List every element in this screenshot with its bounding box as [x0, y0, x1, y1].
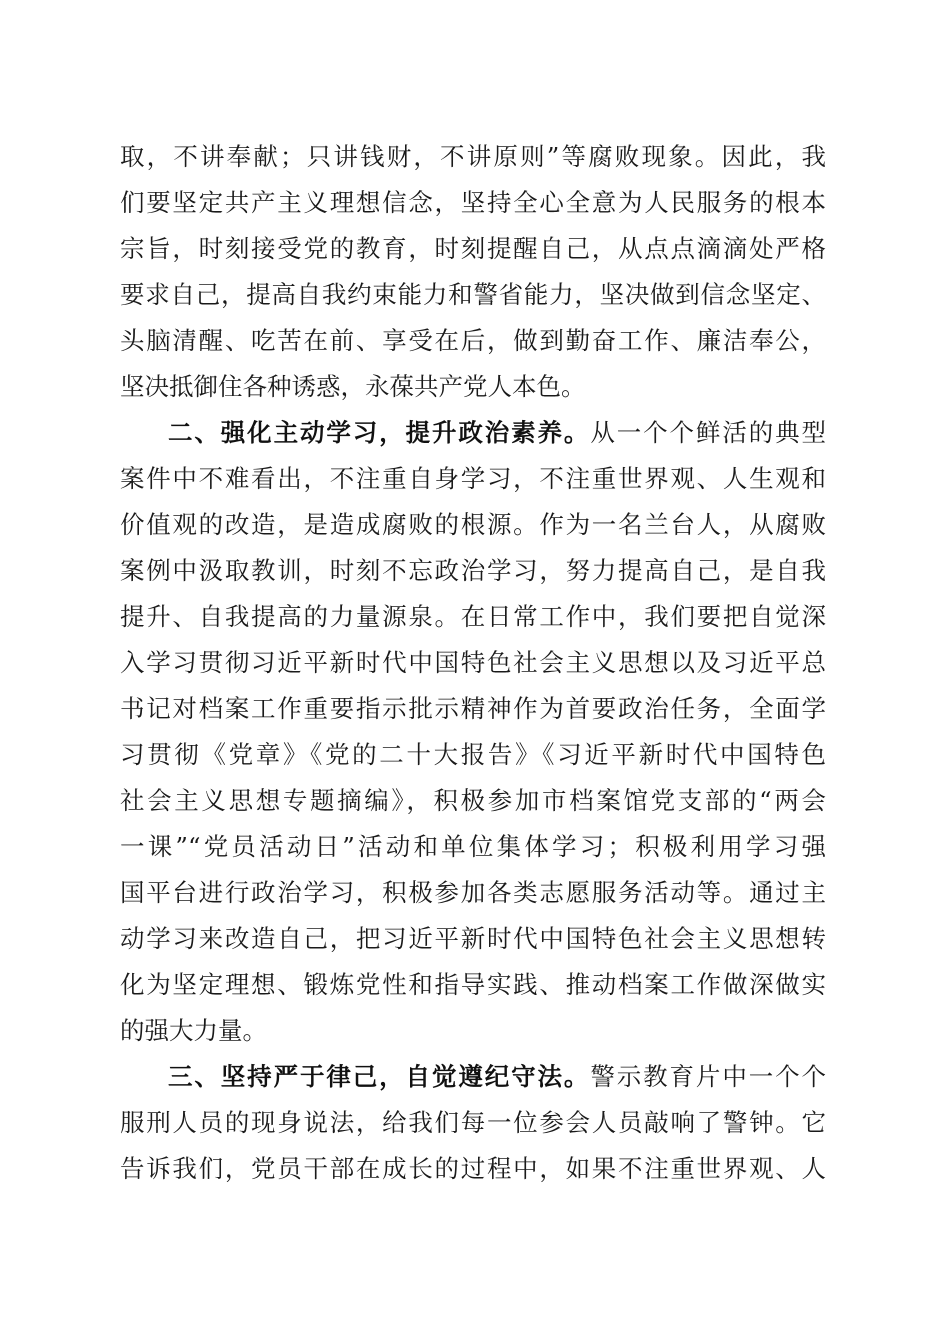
paragraph-2-line-8: 习贯彻《党章》《党的二十大报告》《习近平新时代中国特色 — [120, 740, 826, 769]
paragraph-2-first-line — [168, 411, 826, 455]
paragraph-2-line-6: 入学习贯彻习近平新时代中国特色社会主义思想以及习近平总 — [120, 648, 826, 677]
paragraph-3-first-line-rest: 警示教育片中一个个 — [590, 1062, 827, 1091]
paragraph-2-line-11: 国平台进行政治学习，积极参加各类志愿服务活动等。通过主 — [120, 878, 826, 907]
paragraph-1-line-3: 宗旨，时刻接受党的教育，时刻提醒自己，从点点滴滴处严格 — [120, 234, 826, 263]
paragraph-3-line-2: 服刑人员的现身说法，给我们每一位参会人员敲响了警钟。它 — [120, 1108, 826, 1137]
paragraph-1-line-5: 头脑清醒、吃苦在前、享受在后，做到勤奋工作、廉洁奉公， — [120, 326, 826, 355]
section-heading-3: 三、坚持严于律己，自觉遵纪守法。 — [168, 1062, 591, 1091]
paragraph-2-line-5: 提升、自我提高的力量源泉。在日常工作中，我们要把自觉深 — [120, 602, 826, 631]
paragraph-2-line-10: 一课”“党员活动日”活动和单位集体学习；积极利用学习强 — [120, 832, 826, 861]
paragraph-2-line-3: 价值观的改造，是造成腐败的根源。作为一名兰台人，从腐败 — [120, 510, 826, 539]
paragraph-1-line-2: 们要坚定共产主义理想信念，坚持全心全意为人民服务的根本 — [120, 188, 826, 217]
paragraph-3-line-3: 告诉我们，党员干部在成长的过程中，如果不注重世界观、人 — [120, 1154, 826, 1183]
section-heading-2: 二、强化主动学习，提升政治素养。 — [168, 418, 591, 447]
paragraph-2-line-2: 案件中不难看出，不注重自身学习，不注重世界观、人生观和 — [120, 464, 826, 493]
paragraph-2-line-14: 的强大力量。 — [120, 1016, 267, 1045]
paragraph-1-line-1: 取，不讲奉献；只讲钱财，不讲原则”等腐败现象。因此，我 — [120, 142, 826, 171]
paragraph-1-line-6: 坚决抵御住各种诱惑，永葆共产党人本色。 — [120, 372, 586, 401]
paragraph-2-line-7: 书记对档案工作重要指示批示精神作为首要政治任务，全面学 — [120, 694, 826, 723]
paragraph-2-line-9: 社会主义思想专题摘编》，积极参加市档案馆党支部的“两会 — [120, 786, 826, 815]
paragraph-2-first-line-rest: 从一个个鲜活的典型 — [590, 418, 827, 447]
paragraph-1-line-4: 要求自己，提高自我约束能力和警省能力，坚决做到信念坚定、 — [120, 280, 826, 309]
paragraph-3-first-line — [168, 1055, 826, 1099]
paragraph-2-line-12: 动学习来改造自己，把习近平新时代中国特色社会主义思想转 — [120, 924, 826, 953]
paragraph-2-line-4: 案例中汲取教训，时刻不忘政治学习，努力提高自己，是自我 — [120, 556, 826, 585]
paragraph-2-line-13: 化为坚定理想、锻炼党性和指导实践、推动档案工作做深做实 — [120, 970, 826, 999]
